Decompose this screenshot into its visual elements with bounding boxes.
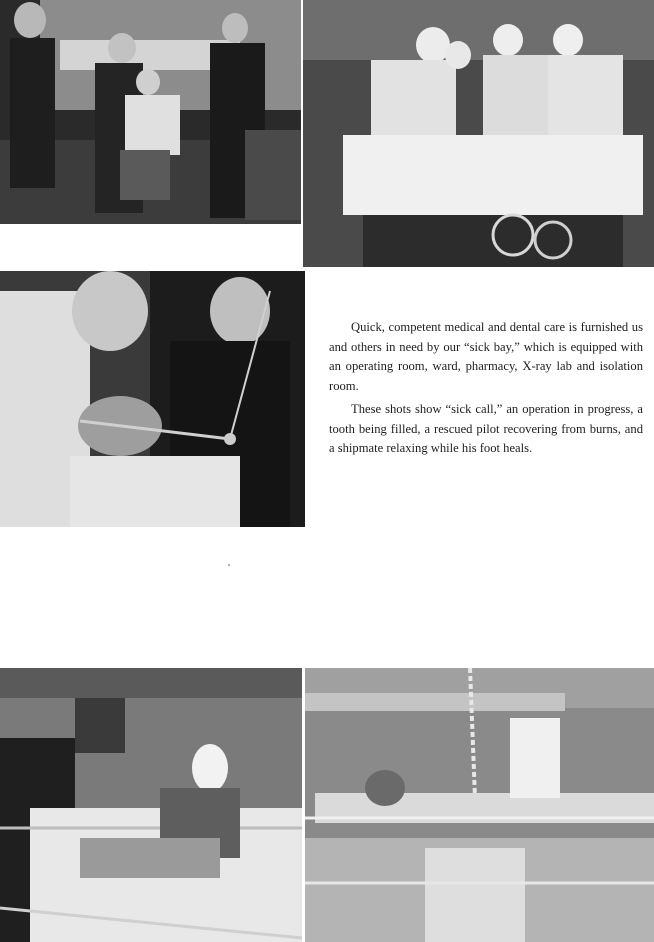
photo-operation-image: [303, 0, 654, 267]
photo-burn-pilot: [0, 668, 302, 942]
photo-dental-image: [0, 271, 305, 527]
caption-paragraph-1: Quick, competent medical and dental care is furnished us and others in need by our “sick bay,” which is equipped with an operating room, ward, pharmacy, X-ray lab and isolation room.: [329, 320, 643, 393]
photo-foot-heals-image: [305, 668, 654, 942]
photo-burn-pilot-image: [0, 668, 302, 942]
caption-paragraph-2: These shots show “sick call,” an operation in progress, a tooth being filled, a rescued pilot recovering from burns, and a shipmate relaxing while his foot heals.: [329, 402, 643, 455]
caption: [329, 318, 643, 463]
photo-foot-heals: [305, 668, 654, 942]
photo-sick-call: [0, 0, 301, 224]
photo-sick-call-image: [0, 0, 301, 224]
photo-operation: [303, 0, 654, 267]
print-speck: [228, 564, 230, 566]
photo-dental: [0, 271, 305, 527]
